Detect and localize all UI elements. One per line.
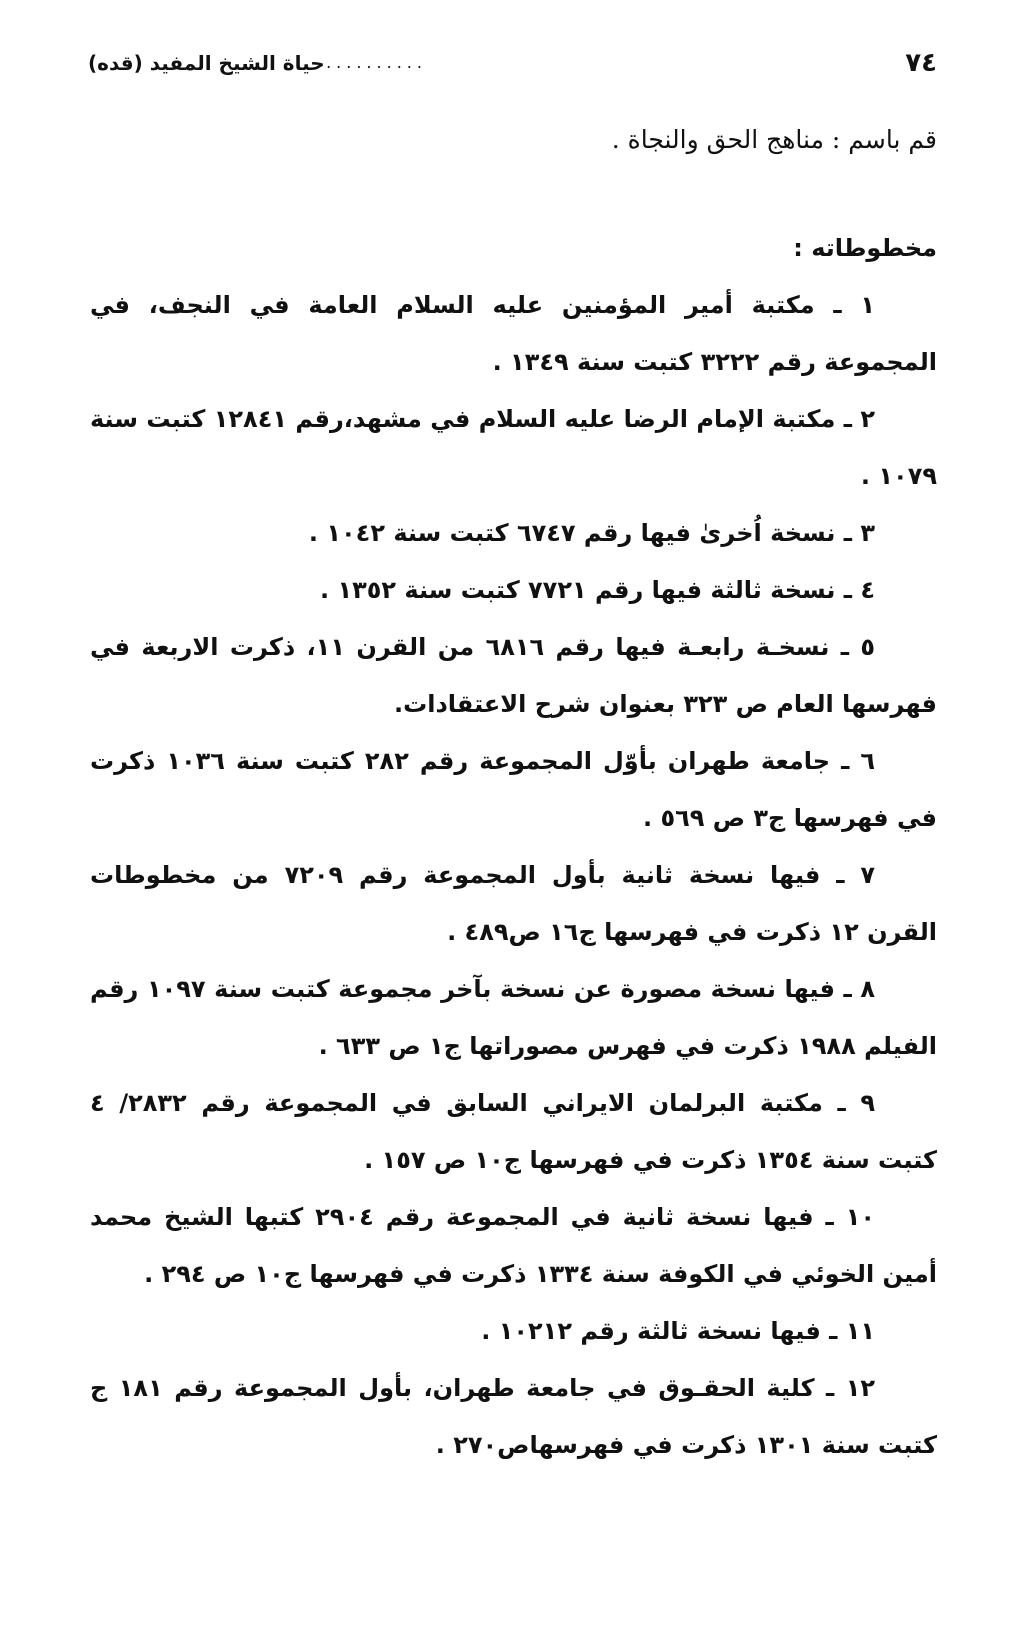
manuscript-entry-3: ٣ ـ نسخة اُخرىٰ فيها رقم ٦٧٤٧ كتبت سنة ١٠٤٢ .	[308, 519, 875, 547]
manuscript-entry-1: ١ ـ مكتبة أمير المؤمنين عليه السلام العامة في النجف، في المجموعة رقم ٣٢٢٢ كتبت سنة ١٣٤٩ .	[90, 291, 937, 376]
manuscript-entry-7: ٧ ـ فيها نسخة ثانية بأول المجموعة رقم ٧٢٠٩ من مخطوطات القرن ١٢ ذكرت في فهرسها ج١٦ ص٤٨٩ .	[90, 861, 937, 946]
page-body	[90, 111, 937, 1474]
manuscript-entry-5: ٥ ـ نسخـة رابعـة فيها رقم ٦٨١٦ من القرن ١١، ذكرت الاربعة في فهرسها العام ص ٣٢٣ بعنوان شرح الاعتقادات.	[90, 633, 937, 718]
manuscript-entry-11: ١١ ـ فيها نسخة ثالثة رقم ١٠٢١٢ .	[481, 1317, 875, 1345]
running-header	[88, 46, 937, 82]
manuscript-entry-6: ٦ ـ جامعة طهران بأوّل المجموعة رقم ٢٨٢ كتبت سنة ١٠٣٦ ذكرت في فهرسها ج٣ ص ٥٦٩ .	[90, 747, 937, 832]
page-number: ٧٤	[905, 48, 937, 78]
section-heading: مخطوطاته :	[793, 234, 937, 262]
header-leader-dots: ...........	[316, 53, 427, 72]
manuscript-entry-4: ٤ ـ نسخة ثالثة فيها رقم ٧٧٢١ كتبت سنة ١٣٥٢ .	[319, 576, 875, 604]
manuscript-entry-12: ١٢ ـ كلية الحقـوق في جامعة طهران، بأول المجموعة رقم ١٨١ ج كتبت سنة ١٣٠١ ذكرت في فهرسهاص٢٧٠ .	[90, 1374, 937, 1459]
manuscript-entry-9: ٩ ـ مكتبة البرلمان الايراني السابق في المجموعة رقم ٢٨٣٢/ ٤ كتبت سنة ١٣٥٤ ذكرت في فهرسها ج١٠ ص ١٥٧ .	[90, 1089, 937, 1174]
manuscript-entry-8: ٨ ـ فيها نسخة مصورة عن نسخة بآخر مجموعة كتبت سنة ١٠٩٧ رقم الفيلم ١٩٨٨ ذكرت في فهرس مصوراتها ج١ ص ٦٣٣ .	[90, 975, 937, 1060]
manuscript-entry-2: ٢ ـ مكتبة الإمام الرضا عليه السلام في مشهد،رقم ١٢٨٤١ كتبت سنة ١٠٧٩ .	[90, 405, 937, 490]
manuscript-entry-10: ١٠ ـ فيها نسخة ثانية في المجموعة رقم ٢٩٠٤ كتبها الشيخ محمد أمين الخوئي في الكوفة سنة ١٣٣٤ ذكرت في فهرسها ج١٠ ص ٢٩٤ .	[90, 1203, 937, 1288]
intro-line: قم باسم : مناهج الحق والنجاة .	[611, 125, 937, 154]
running-header-title: حياة الشيخ المفيد (قده)	[88, 51, 325, 75]
